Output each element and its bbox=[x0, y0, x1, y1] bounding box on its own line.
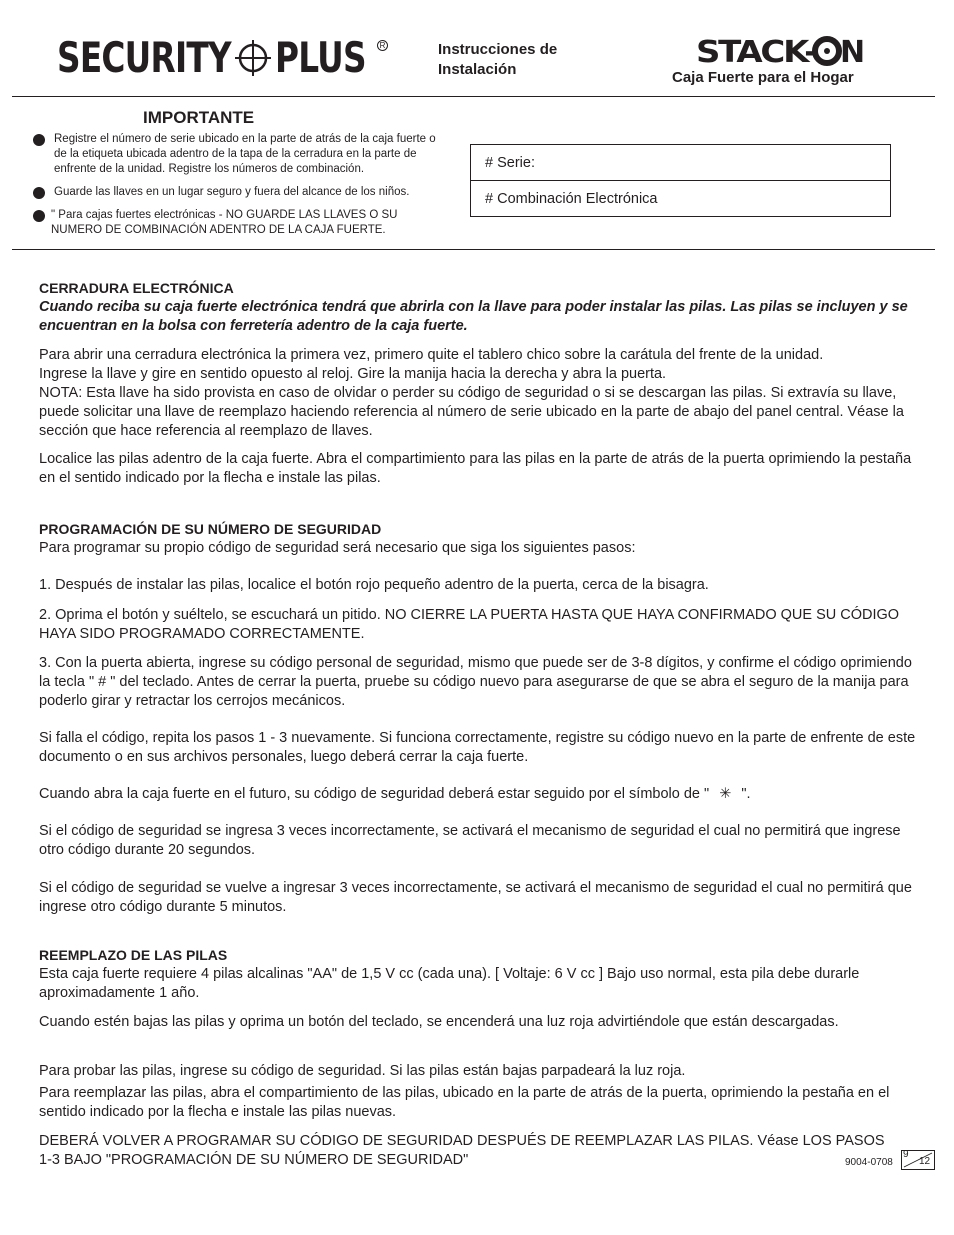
lock-note: NOTA: Esta llave ha sido provista en caso de olvidar o perder su código de seguridad o si se descargan las pilas. Si extravía su llave, puede solicitar una llave de reemplazo haciendo referencia al número de serie ubicado en la parte de abajo del panel central. Véase la sección que hace referencia al reemplazo de llaves. bbox=[39, 385, 904, 439]
lock-intro: Cuando reciba su caja fuerte electrónica tendrá que abrirla con la llave para poder instalar las pilas. Las pilas se incluyen y se encuentran en la bolsa con ferretería adentro de la caja fuerte. bbox=[39, 299, 908, 334]
crosshair-icon bbox=[233, 38, 273, 78]
lock-p2: Localice las pilas adentro de la caja fuerte. Abra el compartimiento para las pilas en la parte de atrás de la puerta oprimiendo la pestaña en el sentido indicado por la flecha e instale las pilas. bbox=[39, 451, 912, 486]
product-subtitle: Caja Fuerte para el Hogar bbox=[672, 69, 854, 86]
asterisk-icon: ✳ bbox=[719, 786, 732, 802]
combination-field[interactable]: # Combinación Electrónica bbox=[471, 180, 890, 216]
lock-paragraph-1 bbox=[39, 346, 919, 441]
important-bullet bbox=[33, 185, 448, 200]
bullet-dot-icon bbox=[33, 187, 45, 199]
step-1-text: 1. Después de instalar las pilas, localice el botón rojo pequeño adentro de la puerta, cerca de la bisagra. bbox=[39, 577, 709, 593]
lock-section bbox=[39, 279, 919, 336]
lock-heading: CERRADURA ELECTRÓNICA bbox=[39, 280, 234, 296]
security-plus-logo bbox=[57, 33, 388, 82]
programming-section bbox=[39, 520, 919, 558]
record-box bbox=[470, 144, 891, 217]
date-year: 12 bbox=[919, 1156, 931, 1167]
programming-step-2 bbox=[39, 606, 919, 644]
step-2-text: 2. Oprima el botón y suéltelo, se escuchará un pitido. NO CIERRE LA PUERTA HASTA QUE HAYA CONFIRMADO QUE SU CÓDIGO HAYA SIDO PROGRAMADO CORRECTAMENTE. bbox=[39, 607, 900, 642]
programming-step-1 bbox=[39, 576, 919, 595]
important-bullet-text: " Para cajas fuertes electrónicas - NO GUARDE LAS LLAVES O SU NUMERO DE COMBINACIÓN ADENTRO DE LA CAJA FUERTE. bbox=[51, 209, 398, 236]
bullet-dot-icon bbox=[33, 134, 45, 146]
important-bullet bbox=[33, 132, 448, 177]
programming-step-3 bbox=[39, 654, 919, 711]
programming-heading: PROGRAMACIÓN DE SU NÚMERO DE SEGURIDAD bbox=[39, 521, 382, 537]
important-bullet-text: Registre el número de serie ubicado en la parte de atrás de la caja fuerte o de la etiqueta ubicada adentro de la tapa de la cerradura en la parte de enfrente de la unidad. Registre los números de combinación. bbox=[54, 133, 436, 175]
programming-intro: Para programar su propio código de seguridad será necesario que siga los siguientes pasos: bbox=[39, 540, 636, 556]
important-heading: IMPORTANTE bbox=[143, 108, 255, 127]
bullet-dot-icon bbox=[33, 210, 45, 222]
lockout-2-text: Si el código de seguridad se vuelve a ingresar 3 veces incorrectamente, se activará el mecanismo de seguridad el cual no permitirá que ingrese otro código durante 5 minutos. bbox=[39, 880, 912, 915]
stack-on-logo bbox=[696, 34, 866, 70]
important-bullet bbox=[33, 208, 443, 238]
batteries-heading: REEMPLAZO DE LAS PILAS bbox=[39, 947, 228, 963]
lock-p1-line2: Ingrese la llave y gire en sentido opuesto al reloj. Gire la manija hacia la derecha y abra la puerta. bbox=[39, 366, 667, 382]
logo-word-plus: PLUS bbox=[275, 33, 366, 82]
programming-lockout-2 bbox=[39, 879, 919, 917]
document-code: 9004-0708 bbox=[845, 1157, 893, 1168]
batteries-paragraph-3 bbox=[39, 1062, 919, 1122]
logo-word-security: SECURITY bbox=[57, 33, 231, 82]
lock-paragraph-2 bbox=[39, 450, 919, 488]
programming-fail bbox=[39, 729, 919, 767]
serial-number-field[interactable]: # Serie: bbox=[485, 154, 535, 171]
lock-p1-line1: Para abrir una cerradura electrónica la primera vez, primero quite el tablero chico sobre la carátula del frente de la unidad. bbox=[39, 347, 824, 363]
future-text-after: ". bbox=[741, 786, 751, 802]
batteries-p4: Para reemplazar las pilas, abra el compartimiento de las pilas, ubicado en la parte de atrás de la puerta, oprimiendo la pestaña en el sentido indicado por la flecha e instale las pilas nuevas. bbox=[39, 1085, 890, 1120]
section-divider bbox=[12, 249, 935, 250]
instructions-line-1: Instrucciones de bbox=[438, 41, 558, 58]
fail-text: Si falla el código, repita los pasos 1 - 3 nuevamente. Si funciona correctamente, registre su código nuevo en la parte de enfrente de este documento o en sus archivos personales, luego deberá cerrar la caja fuerte. bbox=[39, 730, 916, 765]
step-3-text: 3. Con la puerta abierta, ingrese su código personal de seguridad, mismo que puede ser de 3-8 dígitos, y confirme el código oprimiendo la tecla " # " del teclado. Antes de cerrar la puerta, pruebe su código nuevo para asegurarse de que se abra el seguro de la manija para poderlo girar y retractar los cerrojos mecánicos. bbox=[39, 655, 912, 709]
lockout-1-text: Si el código de seguridad se ingresa 3 veces incorrectamente, se activará el mecanismo de seguridad el cual no permitirá que ingrese otro código durante 20 segundos. bbox=[39, 823, 901, 858]
batteries-p5: DEBERÁ VOLVER A PROGRAMAR SU CÓDIGO DE SEGURIDAD DESPUÉS DE REEMPLAZAR LAS PILAS. Véase LOS PASOS 1-3 BAJO "PROGRAMACIÓN DE SU NÚMERO DE SEGURIDAD" bbox=[39, 1133, 885, 1168]
instructions-line-2: Instalación bbox=[438, 61, 517, 78]
programming-lockout-1 bbox=[39, 822, 919, 860]
svg-text:STACK-: STACK- bbox=[696, 35, 817, 70]
batteries-paragraph-5 bbox=[39, 1132, 889, 1170]
date-month: 9 bbox=[903, 1149, 909, 1160]
important-bullet-text: Guarde las llaves en un lugar seguro y fuera del alcance de los niños. bbox=[54, 186, 410, 198]
batteries-p3: Para probar las pilas, ingrese su código de seguridad. Si las pilas están bajas parpadeará la luz roja. bbox=[39, 1063, 686, 1079]
batteries-paragraph-2 bbox=[39, 1013, 919, 1032]
registered-mark: R bbox=[377, 40, 388, 51]
batteries-p1: Esta caja fuerte requiere 4 pilas alcalinas "AA" de 1,5 V cc (cada una). [ Voltaje: 6 V cc ] Bajo uso normal, esta pila debe durarle aproximadamente 1 año. bbox=[39, 966, 860, 1001]
batteries-section bbox=[39, 946, 919, 1003]
svg-text:N: N bbox=[840, 35, 866, 70]
future-text-before: Cuando abra la caja fuerte en el futuro, su código de seguridad deberá estar seguido por el símbolo de " bbox=[39, 786, 710, 802]
header-divider bbox=[12, 96, 935, 97]
programming-future bbox=[39, 785, 919, 804]
batteries-p2: Cuando estén bajas las pilas y oprima un botón del teclado, se encenderá una luz roja advirtiéndole que están descargadas. bbox=[39, 1014, 839, 1030]
instructions-title bbox=[438, 40, 618, 80]
